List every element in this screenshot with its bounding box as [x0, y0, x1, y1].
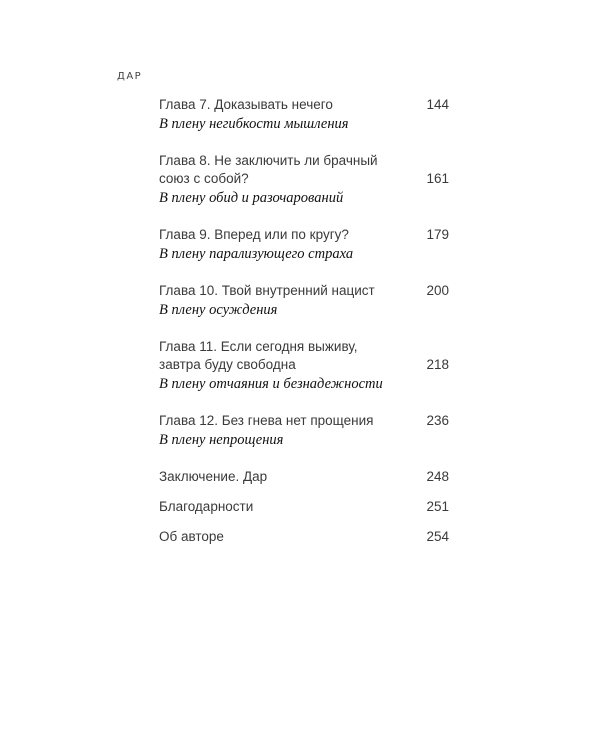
chapter-subtitle: В плену обид и разочарований — [159, 190, 344, 206]
section-title: Благодарности — [159, 499, 254, 514]
chapter-subtitle: В плену парализующего страха — [159, 246, 354, 262]
page-number: 200 — [426, 283, 449, 298]
chapter-title-line-1: Глава 11. Если сегодня выживу, — [159, 339, 358, 354]
chapter-subtitle: В плену осуждения — [159, 302, 278, 318]
section-title: Заключение. Дар — [159, 469, 268, 484]
chapter-title: Глава 10. Твой внутренний нацист — [159, 283, 375, 298]
page-number: 248 — [426, 469, 449, 484]
page-number: 161 — [426, 171, 449, 186]
running-header: ДАР — [117, 71, 143, 82]
toc-entry-chapter-11[interactable] — [159, 338, 449, 394]
page-number: 251 — [426, 499, 449, 514]
table-of-contents — [159, 96, 449, 558]
page-number: 254 — [426, 529, 449, 544]
chapter-title-line-1: Глава 8. Не заключить ли брачный — [159, 153, 378, 168]
chapter-title: Глава 9. Вперед или по кругу? — [159, 227, 349, 242]
toc-entry-chapter-8[interactable] — [159, 152, 449, 208]
chapter-subtitle: В плену отчаяния и безнадежности — [159, 376, 383, 392]
chapter-title: Глава 7. Доказывать нечего — [159, 97, 333, 112]
toc-entry-chapter-10[interactable] — [159, 282, 449, 320]
chapter-title-line-2: союз с собой? — [159, 171, 249, 186]
page-number: 236 — [426, 413, 449, 428]
toc-entry-chapter-7[interactable] — [159, 96, 449, 134]
toc-entry-chapter-9[interactable] — [159, 226, 449, 264]
chapter-title: Глава 12. Без гнева нет прощения — [159, 413, 374, 428]
toc-entry-acknowledgements[interactable] — [159, 498, 449, 516]
page-number: 179 — [426, 227, 449, 242]
chapter-subtitle: В плену непрощения — [159, 432, 284, 448]
chapter-subtitle: В плену негибкости мышления — [159, 116, 349, 132]
toc-entry-conclusion[interactable] — [159, 468, 449, 486]
page-number: 144 — [426, 97, 449, 112]
toc-entry-about-author[interactable] — [159, 528, 449, 546]
section-title: Об авторе — [159, 529, 224, 544]
toc-entry-chapter-12[interactable] — [159, 412, 449, 450]
page-number: 218 — [426, 357, 449, 372]
chapter-title-line-2: завтра буду свободна — [159, 357, 296, 372]
